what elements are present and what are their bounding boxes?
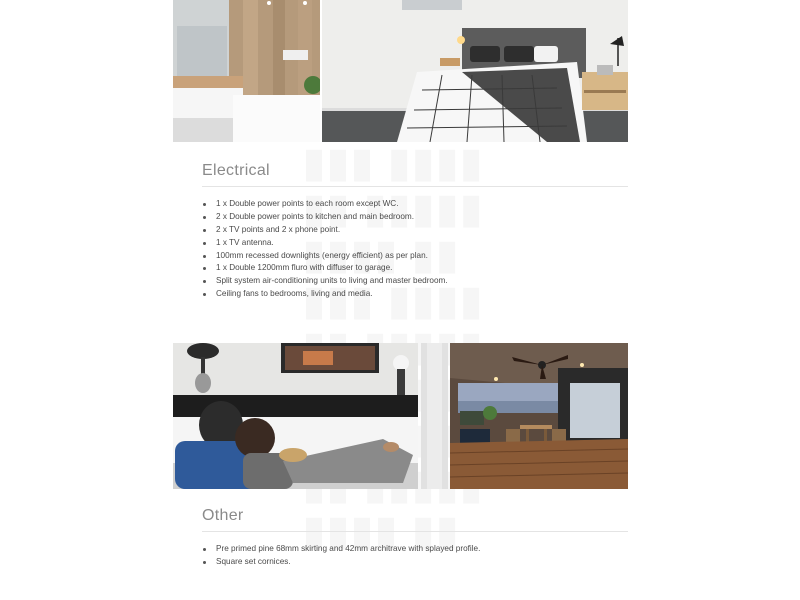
list-item: 1 x TV antenna. — [201, 237, 448, 250]
list-item: 1 x Double 1200mm fluro with diffuser to garage. — [201, 262, 448, 275]
deck-photo — [450, 343, 628, 489]
other-list — [201, 543, 480, 569]
list-item: 1 x Double power points to each room except WC. — [201, 198, 448, 211]
list-item: 2 x Double power points to kitchen and main bedroom. — [201, 211, 448, 224]
electrical-title: Electrical — [202, 162, 270, 179]
brochure-page — [173, 0, 628, 600]
bedroom-photo — [322, 0, 628, 142]
electrical-list — [201, 198, 448, 301]
other-title: Other — [202, 507, 244, 524]
bathroom-photo — [173, 0, 320, 142]
list-item: Split system air-conditioning units to living and master bedroom. — [201, 275, 448, 288]
living-room-photo — [173, 343, 418, 489]
list-item: 2 x TV points and 2 x phone point. — [201, 224, 448, 237]
electrical-divider — [202, 186, 628, 187]
list-item: 100mm recessed downlights (energy efficient) as per plan. — [201, 250, 448, 263]
other-divider — [202, 531, 628, 532]
list-item: Ceiling fans to bedrooms, living and media. — [201, 288, 448, 301]
list-item: Pre primed pine 68mm skirting and 42mm architrave with splayed profile. — [201, 543, 480, 556]
list-item: Square set cornices. — [201, 556, 480, 569]
doorway-photo — [421, 343, 448, 489]
